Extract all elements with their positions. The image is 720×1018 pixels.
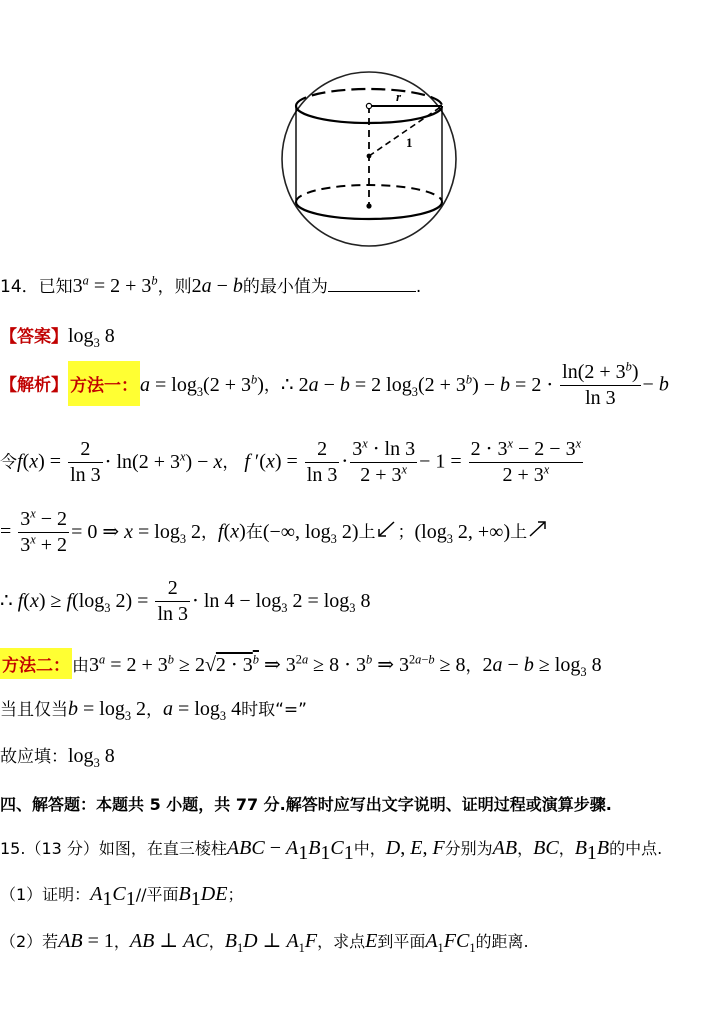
analysis-line-5: 方法二： 由$3^a = 2 + 3^b \ge 2√2 \cdot 3^b$ ⇒ $3^{2a} \ge 8 \cdot 3^b$ ⇒ $3^{2a-b} \ge 8$，$2a - b \ge \log_3 8$ [0, 648, 602, 679]
sphere-cylinder-figure [276, 68, 466, 250]
q15-part-1: （1）证明：$A_1C_1//$平面$B_1DE$； [0, 883, 244, 910]
analysis-line-4: ∴ $f(x) \ge f(\log_3$ 2) = $\frac{2}{\ln 3}$ ⋅ $\ln 4 - \log_3 2 = \log_3 8$ [0, 577, 371, 625]
section-4-title: 四、解答题：本题共 5 小题，共 77 分.解答时应写出文字说明、证明过程或演算步骤. [0, 795, 612, 814]
analysis-line-6: 当且仅当$b = \log_3 2$，$a = \log_3 4$时取“=” [0, 698, 307, 723]
method-2-label: 方法二： [0, 648, 72, 679]
top-center-point [366, 103, 371, 108]
analysis-line-3: = $\frac{3^x - 2}{3^x + 2}$ = 0 ⇒ $x = \log_3 2$，f(x)在(−∞, $\log_3 2$)上 ；($\log_3$ 2, +∞)上 [0, 507, 549, 558]
answer-tag: 【答案】 [0, 327, 68, 347]
analysis-line-2: 令f(x) = $\frac{2}{\ln 3}$ ⋅ $\ln(2 + 3^x) - x$， f ′(x) = $\frac{2}{\ln 3}$ ⋅ $\frac{3^x \cdot \ln 3}{2 + 3^x}$ − 1 = $\frac{2 \cdot 3^x - 2 - 3^x}{2 + 3^x}$ [0, 436, 582, 486]
label-1: 1 [406, 135, 413, 150]
answer-blank [328, 275, 416, 292]
method-1-label: 方法一： [68, 361, 140, 406]
label-r: r [396, 89, 402, 104]
analysis-line-1: 【解析】 方法一： $a = \log_3(2 + 3^b)$，∴ 2a − b = 2 $\log_3(2 + 3^b) - b = 2$ ⋅ $\frac{\ln(2 + 3^b)}{\ln 3}$ − b [0, 359, 669, 409]
bottom-center-point [366, 203, 371, 208]
decrease-arrow-icon [375, 520, 397, 543]
analysis-tag: 【解析】 [0, 375, 68, 396]
q14-line: 14．已知$3^a = 2 + 3^b$，则2a − b的最小值为 . [0, 273, 422, 297]
q15-part-2: （2）若AB = 1，AB ⊥ AC，$B_1D$ ⊥ $A_1F$，求点E到平面$A_1FC_1$的距离. [0, 930, 529, 955]
final-answer-line: 故应填：$\log_3 8$ [0, 745, 115, 770]
sphere-center-point [367, 154, 372, 159]
q15-stem: 15.（13 分）如图，在直三棱柱ABC − $A_1B_1C_1$中，D, E, F分别为AB，BC，$B_1B$的中点. [0, 837, 663, 864]
increase-arrow-icon [527, 520, 549, 543]
answer-line: 【答案】$\log_3 8$ [0, 325, 115, 350]
